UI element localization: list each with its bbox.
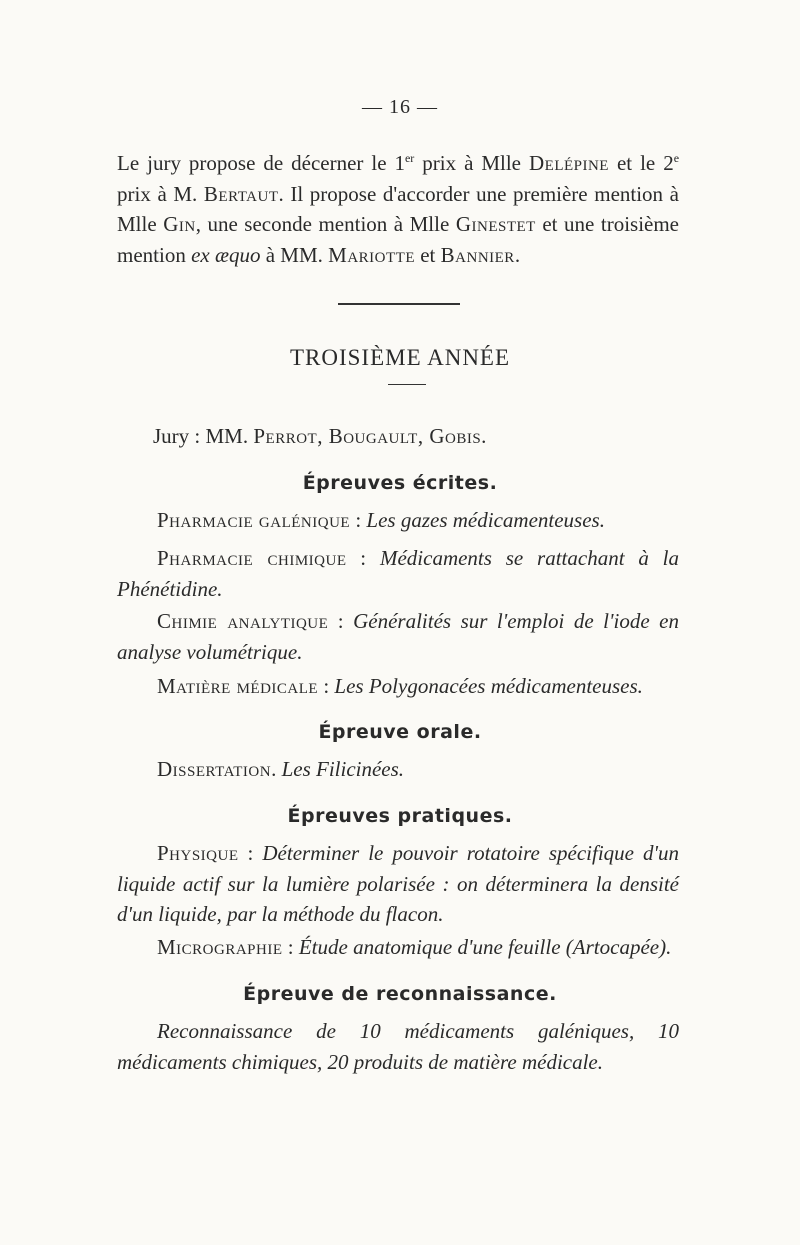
laureate-name: Bertaut [203, 181, 279, 206]
intro-text: Le jury propose de décerner le [117, 151, 395, 175]
page-number: — 16 — [362, 96, 438, 118]
ordinal-number: 1 [394, 151, 405, 175]
exam-subject: Pharmacie galénique [157, 508, 351, 532]
separator: : [318, 674, 335, 698]
intro-text: à MM. [260, 242, 329, 267]
oral-heading: Épreuve orale. [318, 721, 482, 743]
exam-item [117, 671, 679, 702]
recognition-text: Reconnaissance de 10 médicaments galéniques, 10 médicaments chimiques, 20 produits de matière médicale. [117, 1019, 679, 1074]
laureate-name: Delépine [528, 151, 609, 175]
exam-subject: Micrographie [157, 935, 283, 959]
jury-line [153, 424, 486, 449]
exam-topic: Les Filicinées. [281, 757, 405, 781]
exam-topic: Les Polygonacées médicamenteuses. [334, 674, 643, 698]
exam-topic: Étude anatomique d'une feuille (Artocapée). [298, 935, 672, 959]
written-heading: Épreuves écrites. [302, 472, 498, 494]
exam-item [117, 505, 679, 536]
jury-suffix: . [481, 424, 487, 448]
practical-heading: Épreuves pratiques. [287, 805, 513, 827]
exam-subject: Dissertation [157, 757, 272, 781]
jury-names: Perrot, Bougault, Gobis [253, 424, 482, 448]
jury-decision-paragraph [117, 143, 679, 270]
intro-text: et le [608, 151, 664, 175]
jury-prefix: Jury : MM. [153, 424, 254, 448]
separator: : [346, 546, 380, 570]
exam-item [117, 838, 679, 930]
exam-subject: Matière médicale [157, 674, 319, 698]
section-divider [338, 303, 460, 305]
intro-text: et une troisième mention [117, 212, 680, 267]
recognition-heading: Épreuve de reconnaissance. [243, 983, 557, 1005]
laureate-name: Bannier [440, 242, 515, 267]
separator: : [282, 935, 299, 959]
title-underline [388, 384, 426, 385]
laureate-name: Gin [163, 212, 196, 236]
intro-text: . Il propose d'accorder une première mention à Mlle [117, 181, 679, 236]
exam-subject: Pharmacie chimique [157, 546, 347, 570]
intro-text: , une seconde mention à Mlle [195, 212, 456, 236]
separator: : [350, 508, 367, 532]
latin-phrase: ex æquo [191, 242, 261, 267]
intro-text: prix à M. [117, 181, 204, 206]
exam-topic: Déterminer le pouvoir rotatoire spécifique d'un liquide actif sur la lumière polarisée : on déterminera la densité d'un liquide, par la méthode du flacon. [117, 841, 679, 926]
exam-item [117, 754, 679, 785]
intro-text: . [514, 242, 521, 267]
exam-topic: Généralités sur l'emploi de l'iode en analyse volumétrique. [117, 609, 679, 664]
exam-item [117, 606, 679, 667]
intro-text: prix à Mlle [414, 151, 529, 175]
separator: . [271, 757, 282, 781]
ordinal-suffix: er [404, 151, 415, 165]
ordinal-suffix: e [673, 151, 680, 165]
exam-subject: Chimie analytique [157, 609, 329, 633]
exam-subject: Physique [157, 841, 239, 865]
exam-topic: Les gazes médicamenteuses. [366, 508, 605, 532]
ordinal-number: 2 [663, 151, 674, 175]
separator: : [328, 609, 354, 633]
exam-topic: Médicaments se rattachant à la Phénétidine. [117, 546, 679, 601]
laureate-name: Mariotte [328, 242, 415, 267]
exam-item [117, 932, 679, 963]
laureate-name: Ginestet [455, 212, 536, 236]
exam-item [117, 543, 679, 604]
separator: : [238, 841, 263, 865]
intro-text: et [414, 242, 441, 267]
section-title: TROISIÈME ANNÉE [289, 345, 511, 370]
